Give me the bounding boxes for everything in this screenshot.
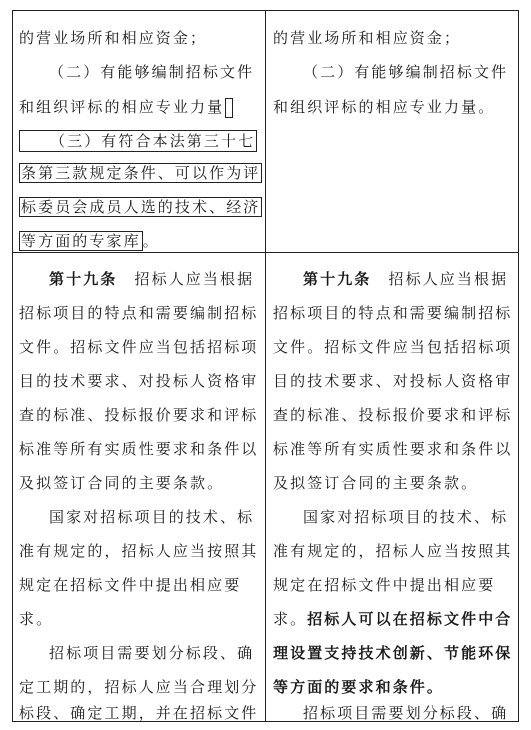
text-line [19,197,262,217]
text-line: 及拟签订合同的主要条款。 [19,474,225,492]
added-text-line: 理设置支持技术创新、节能环保 [273,644,513,662]
added-text: 招标人可以在招标文件中合 [307,610,513,628]
text-line: 的营业场所和相应资金； [273,29,462,47]
text-span: 招标人应当根据 [117,270,255,288]
comparison-table [12,10,519,722]
text-line: 招标项目的特点和需要编制招标 [19,304,259,322]
text-line: 和组织评标的相应专业力量。 [273,98,496,116]
text-span: 求。 [273,610,308,628]
text-line: 标准等所有实质性要求和条件以 [273,440,513,458]
text-line: 求。 [19,610,54,628]
text-line: 招标项目需要划分标段、确 [303,704,509,722]
text-line: 准有规定的，招标人应当按照其 [19,542,259,560]
text-line: 及拟签订合同的主要条款。 [273,474,479,492]
text-line: 标准等所有实质性要求和条件以 [19,440,259,458]
text-line: 招标项目的特点和需要编制招标 [273,304,513,322]
highlighted-text: 标委员会成员人选的技术、经济 [21,198,261,216]
text-line: 招标项目需要划分标段、确 [49,644,255,662]
text-line: 规定在招标文件中提出相应要 [273,576,496,594]
text-line: 准有规定的，招标人应当按照其 [273,542,513,560]
column-divider [265,11,266,721]
text-line [19,163,262,183]
text-line [19,97,233,117]
text-span: 和组织评标的相应专业力量 [19,98,225,116]
text-line: 查的标准、投标报价要求和评标 [19,406,259,424]
highlighted-text: （三）有符合本法第三十七 [19,130,257,152]
text-line [19,231,160,251]
text-span: 。 [142,232,160,250]
highlighted-text: 等方面的专家库 [21,232,141,250]
text-line: 文件。招标文件应当包括招标项 [19,338,259,356]
text-line: （二）有能够编制招标文件 [49,63,255,81]
text-line [303,269,508,289]
text-line: 规定在招标文件中提出相应要 [19,576,242,594]
highlighted-text: 条第三款规定条件、可以作为评 [21,164,261,182]
text-line [19,130,257,150]
text-line: （二）有能够编制招标文件 [303,63,509,81]
text-line: 的营业场所和相应资金； [19,29,208,47]
insertion-mark [225,98,233,118]
right-column [273,11,517,723]
text-line: 目的技术要求、对投标人资格审 [19,372,259,390]
text-line: 标段、确定工期，并在招标文件 [19,704,259,722]
added-text-line: 等方面的要求和条件。 [273,678,445,696]
text-line: 国家对招标项目的技术、标 [49,508,255,526]
left-column [19,11,263,723]
text-line: 查的标准、投标报价要求和评标 [273,406,513,424]
article-heading: 第十九条 [49,270,118,288]
text-line [49,269,254,289]
text-line [273,609,512,629]
text-line: 目的技术要求、对投标人资格审 [273,372,513,390]
article-heading: 第十九条 [303,270,372,288]
text-line: 定工期的，招标人应当合理划分 [19,678,259,696]
text-line: 文件。招标文件应当包括招标项 [273,338,513,356]
text-line: 国家对招标项目的技术、标 [303,508,509,526]
text-span: 招标人应当根据 [371,270,509,288]
